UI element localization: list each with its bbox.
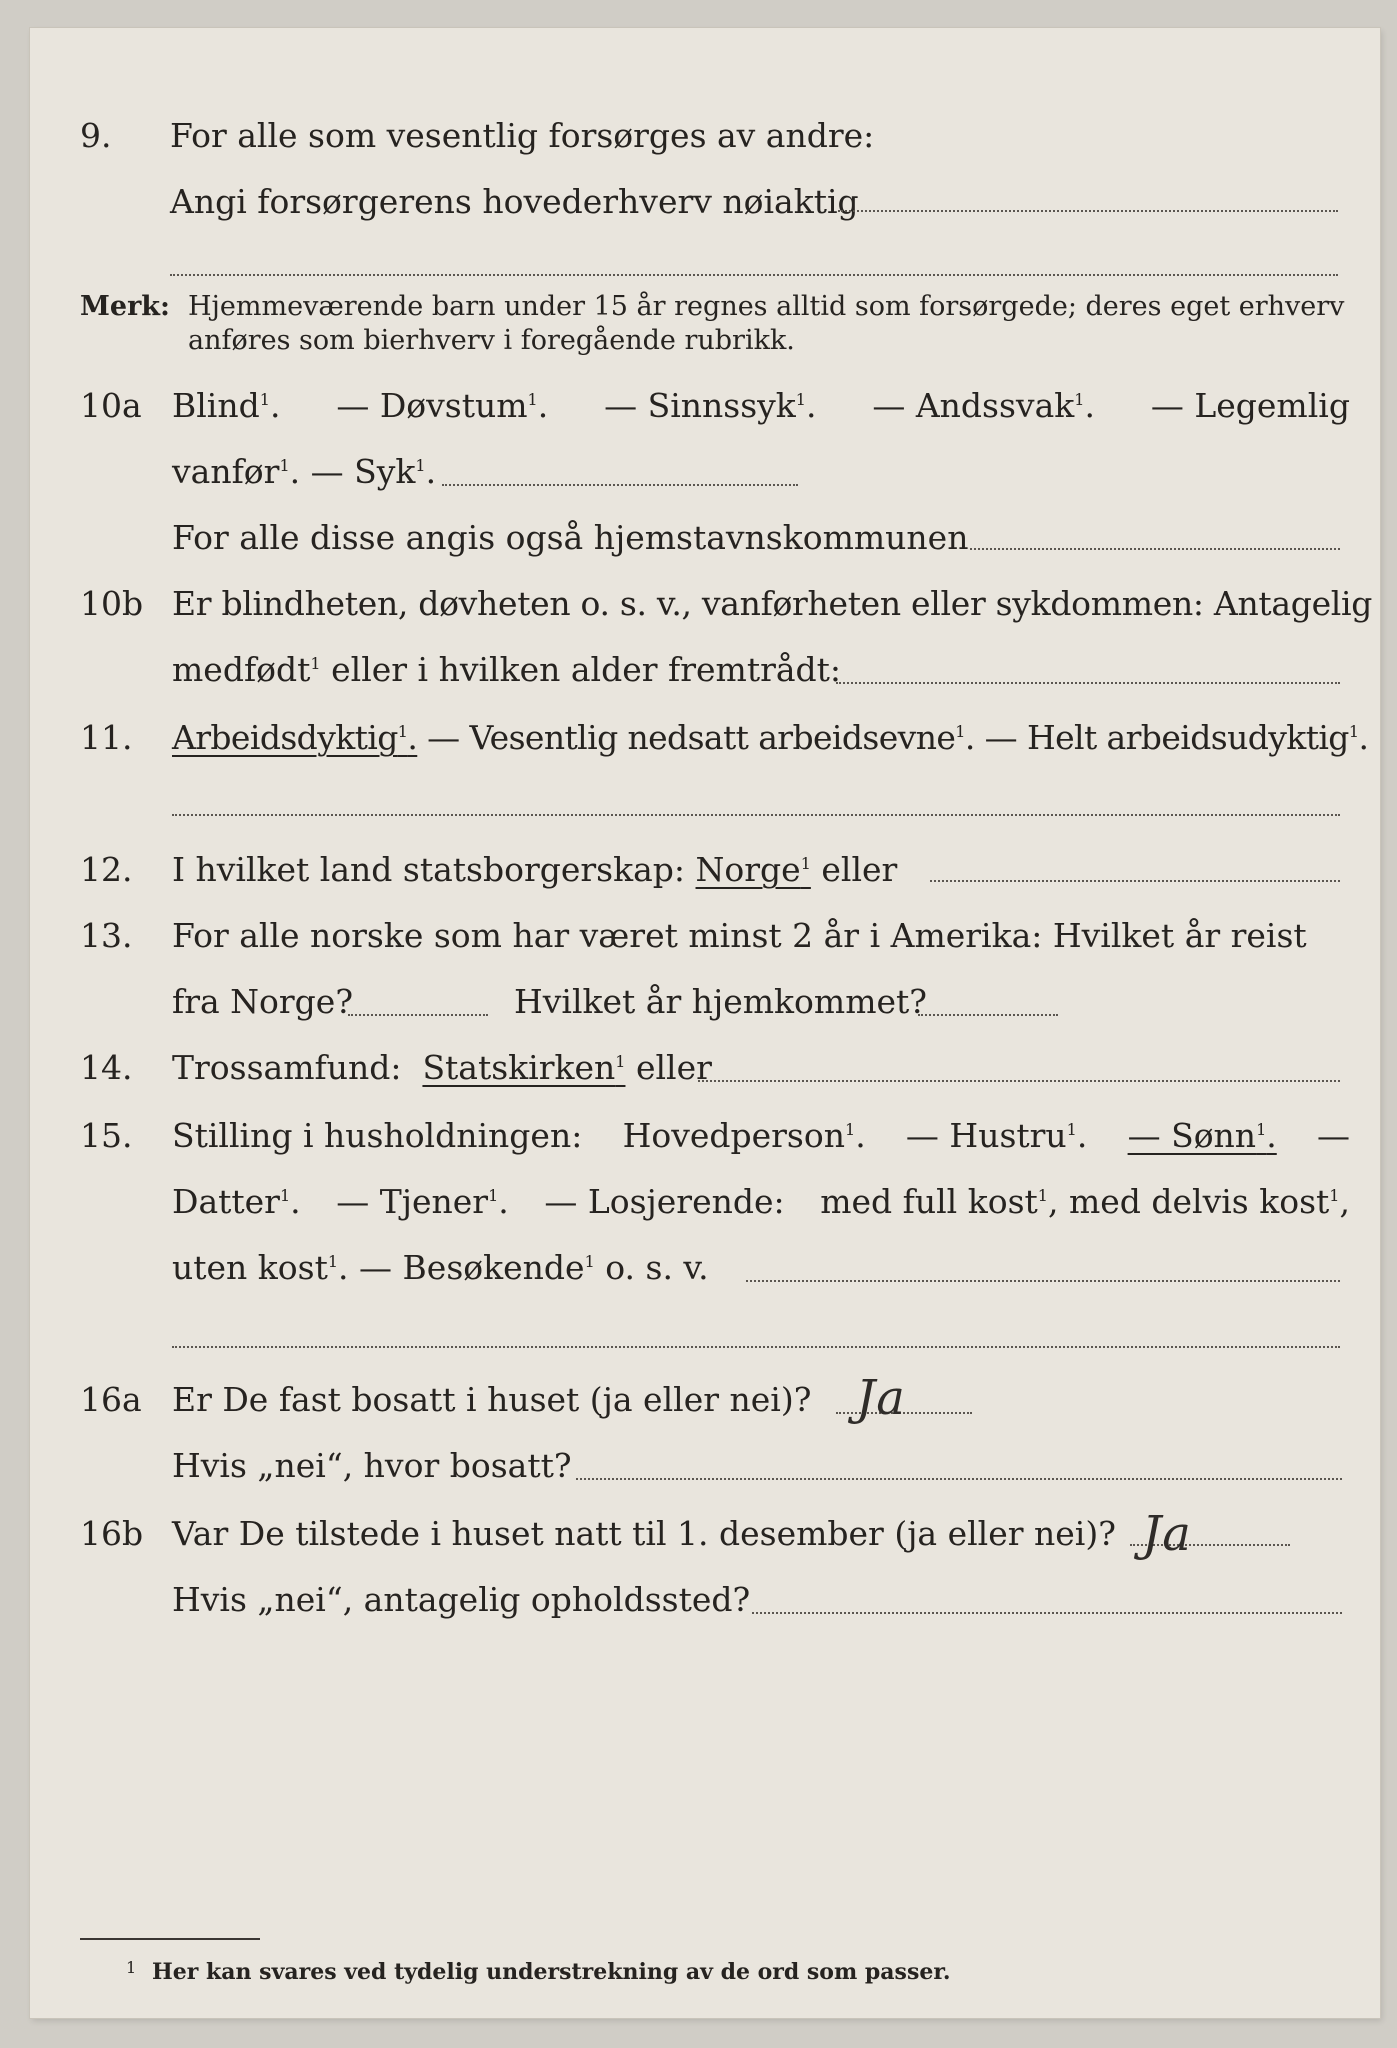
q15-line1: Stilling i husholdningen: Hovedperson$^1$. — Hustru$^1$. — Sønn$^1$. — — [172, 1116, 1350, 1155]
q9-answer-line-2[interactable] — [170, 274, 1338, 276]
q10a-line3: For alle disse angis også hjemstavnskommunen — [172, 518, 969, 557]
footnote-text: Her kan svares ved tydelig understrekning av de ord som passer. — [152, 1959, 951, 1985]
q15-opt-besokende[interactable]: — Besøkende$^1$ — [359, 1248, 595, 1287]
q11-opt-arbeidsdyktig-selected[interactable]: Arbeidsdyktig$^1$. — [172, 718, 418, 757]
q15-opt-uten-kost[interactable]: uten kost$^1$. — [172, 1248, 349, 1287]
q10a-opt-andssvak[interactable]: — Andssvak$^1$. — [872, 386, 1095, 425]
q9-answer-line[interactable] — [838, 210, 1338, 212]
q15-line2: Datter$^1$. — Tjener$^1$. — Losjerende: med full kost$^1$, med delvis kost$^1$, — [172, 1182, 1350, 1221]
footnote-mark: 1 — [126, 1958, 137, 1977]
q15-opt-kost[interactable]: med full kost$^1$, med delvis kost$^1$, — [820, 1182, 1350, 1221]
q16a-line2: Hvis „nei“, hvor bosatt? — [172, 1446, 572, 1485]
merk-line1: Hjemmeværende barn under 15 år regnes alltid som forsørgede; deres eget erhverv — [188, 291, 1345, 322]
q15-opt-hovedperson[interactable]: Hovedperson$^1$. — [622, 1116, 866, 1155]
q13-hjemkommet: Hvilket år hjemkommet? — [514, 982, 927, 1021]
q14-number: 14. — [80, 1048, 133, 1087]
q10b-line1: Er blindheten, døvheten o. s. v., vanførheten eller sykdommen: Antagelig — [172, 584, 1373, 623]
q10a-number: 10a — [80, 386, 142, 425]
q14-other-line[interactable] — [698, 1080, 1340, 1082]
q15-opt-hustru[interactable]: — Hustru$^1$. — [905, 1116, 1088, 1155]
q10b-line2: medfødt$^1$ eller i hvilken alder fremtrådt: — [172, 650, 842, 689]
q11-number: 11. — [80, 718, 133, 757]
q10a-opt-legemlig[interactable]: — Legemlig — [1150, 386, 1350, 425]
q10a-opt-vanfor[interactable]: vanfør$^1$. — [172, 452, 301, 491]
q15-number: 15. — [80, 1116, 133, 1155]
census-form-page — [30, 28, 1380, 2018]
q15-opt-datter[interactable]: Datter$^1$. — [172, 1182, 301, 1221]
merk-line2: anføres som bierhverv i foregående rubrikk. — [188, 325, 795, 356]
q9-number: 9. — [80, 116, 112, 155]
q14-opt-statskirken-selected[interactable]: Statskirken$^1$ — [422, 1048, 626, 1087]
q10a-opt-dovstum[interactable]: — Døvstum$^1$. — [336, 386, 549, 425]
q15-opt-sonn[interactable] — [1128, 1116, 1277, 1156]
q13-reist: fra Norge? — [172, 982, 354, 1021]
q10a-opt-blind[interactable]: Blind$^1$. — [172, 386, 281, 425]
q15-sonn-selected[interactable]: — Sønn$^1$. — [1127, 1116, 1277, 1155]
q11-opt-udyktig[interactable]: — Helt arbeidsudyktig$^1$. — [984, 718, 1369, 757]
q10a-opt-sinnssyk[interactable]: — Sinnssyk$^1$. — [604, 386, 817, 425]
q16b-line1: Var De tilstede i huset natt til 1. desember (ja eller nei)? — [172, 1514, 1116, 1553]
q12-line: I hvilket land statsborgerskap: Norge$^1$ eller — [172, 850, 898, 889]
q10a-opt-syk[interactable]: — Syk$^1$. — [310, 452, 437, 491]
q11-options — [172, 718, 1368, 758]
q11-opt-nedsatt[interactable]: — Vesentlig nedsatt arbeidsevne$^1$. — [427, 718, 975, 757]
merk-label: Merk: — [80, 291, 170, 322]
q10a-options — [172, 386, 1350, 426]
q12-opt-norge-selected[interactable]: Norge$^1$ — [695, 850, 811, 889]
q15-other-line[interactable] — [746, 1280, 1340, 1282]
q11-extra-line[interactable] — [172, 814, 1340, 816]
q10a-line2 — [172, 452, 436, 492]
q9-line1: For alle som vesentlig forsørges av andre: — [170, 116, 875, 155]
q16a-bosatt-line[interactable] — [576, 1478, 1342, 1480]
q16b-number: 16b — [80, 1514, 144, 1553]
q10b-alder-line[interactable] — [836, 682, 1340, 684]
q15-opt-tjener[interactable]: — Tjener$^1$. — [336, 1182, 509, 1221]
q16a-handwritten-answer[interactable]: Ja — [856, 1370, 906, 1426]
q12-number: 12. — [80, 850, 133, 889]
q13-reist-line[interactable] — [348, 1014, 488, 1016]
q16a-line1: Er De fast bosatt i huset (ja eller nei)? — [172, 1380, 812, 1419]
q13-line1: For alle norske som har været minst 2 år i Amerika: Hvilket år reist — [172, 916, 1307, 955]
q16b-line2: Hvis „nei“, antagelig opholdssted? — [172, 1580, 751, 1619]
q9-line2: Angi forsørgerens hovederhverv nøiaktig — [170, 182, 859, 221]
q16a-number: 16a — [80, 1380, 142, 1419]
footnote-rule — [80, 1938, 260, 1940]
q10b-number: 10b — [80, 584, 144, 623]
q15-line3: uten kost$^1$. — Besøkende$^1$ o. s. v. — [172, 1248, 709, 1287]
q13-hjemkommet-line[interactable] — [918, 1014, 1058, 1016]
q10a-syk-line[interactable] — [442, 484, 798, 486]
q15-extra-line[interactable] — [172, 1346, 1340, 1348]
q16b-opholdssted-line[interactable] — [752, 1612, 1342, 1614]
q10a-kommune-line[interactable] — [970, 548, 1340, 550]
q12-other-line[interactable] — [930, 880, 1340, 882]
q10b-opt-medfodt[interactable]: medfødt$^1$ — [172, 650, 321, 689]
q16b-handwritten-answer[interactable]: Ja — [1142, 1506, 1192, 1562]
q14-line: Trossamfund: Statskirken$^1$ eller — [172, 1048, 712, 1087]
q13-number: 13. — [80, 916, 133, 955]
